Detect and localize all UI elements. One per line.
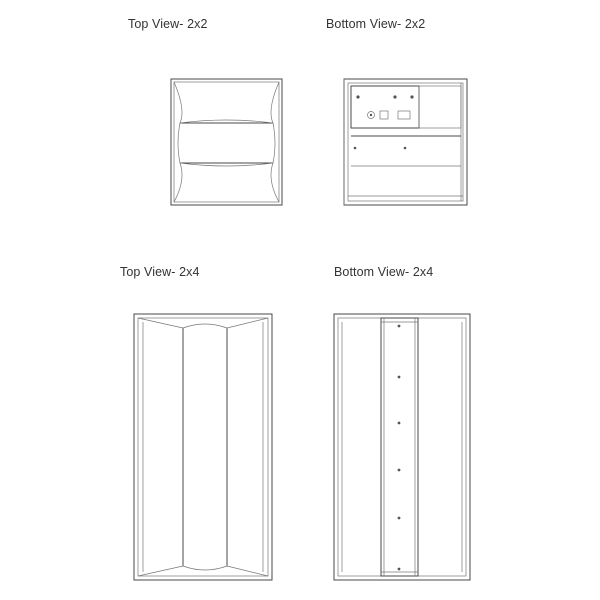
- bottom-2x4-frame: [334, 314, 470, 580]
- bottom-2x4-inner-frame: [338, 318, 466, 576]
- bottom-view-2x2-drawing: [344, 79, 467, 205]
- bottom-2x2-terminal: [398, 111, 410, 119]
- bottom-2x2-screw: [356, 95, 359, 98]
- bottom-2x2-knockout-center: [370, 114, 372, 116]
- bottom-2x2-driver-box: [351, 86, 419, 128]
- bottom-view-2x4-drawing: [334, 314, 470, 580]
- bottom-view-2x4-label: Bottom View- 2x4: [334, 265, 434, 279]
- bottom-2x2-screw: [354, 147, 357, 150]
- bottom-2x4-screw: [398, 325, 401, 328]
- top-2x2-left-reflector: [174, 82, 182, 202]
- bottom-2x2-side-box: [419, 86, 461, 128]
- bottom-view-2x2-label: Bottom View- 2x2: [326, 17, 426, 31]
- top-2x4-reflector-edge: [138, 566, 183, 576]
- top-view-2x4-label: Top View- 2x4: [120, 265, 200, 279]
- bottom-2x4-screw: [398, 422, 401, 425]
- top-2x2-right-reflector: [271, 82, 279, 202]
- top-2x4-lens-top-curve: [183, 324, 227, 328]
- top-2x4-reflector-edge: [227, 318, 268, 328]
- bottom-2x4-screw: [398, 568, 401, 571]
- bottom-2x4-screw: [398, 517, 401, 520]
- top-2x2-inner-frame: [174, 82, 279, 202]
- bottom-2x4-center-channel: [381, 318, 418, 576]
- bottom-2x2-screw: [404, 147, 407, 150]
- top-view-2x4-drawing: [134, 314, 272, 580]
- top-2x4-frame: [134, 314, 272, 580]
- top-2x4-inner-frame: [138, 318, 268, 576]
- bottom-2x2-inner-frame: [348, 83, 463, 201]
- top-2x2-frame: [171, 79, 282, 205]
- bottom-2x4-screw: [398, 376, 401, 379]
- top-view-2x2-drawing: [171, 79, 282, 205]
- top-2x4-reflector-edge: [138, 318, 183, 328]
- bottom-2x2-screw: [393, 95, 396, 98]
- bottom-2x4-screw: [398, 469, 401, 472]
- top-2x4-lens-bottom-curve: [183, 566, 227, 570]
- top-2x4-reflector-edge: [227, 566, 268, 576]
- bottom-2x2-screw: [410, 95, 413, 98]
- bottom-2x2-frame: [344, 79, 467, 205]
- bottom-2x2-connector: [380, 111, 388, 119]
- top-view-2x2-label: Top View- 2x2: [128, 17, 208, 31]
